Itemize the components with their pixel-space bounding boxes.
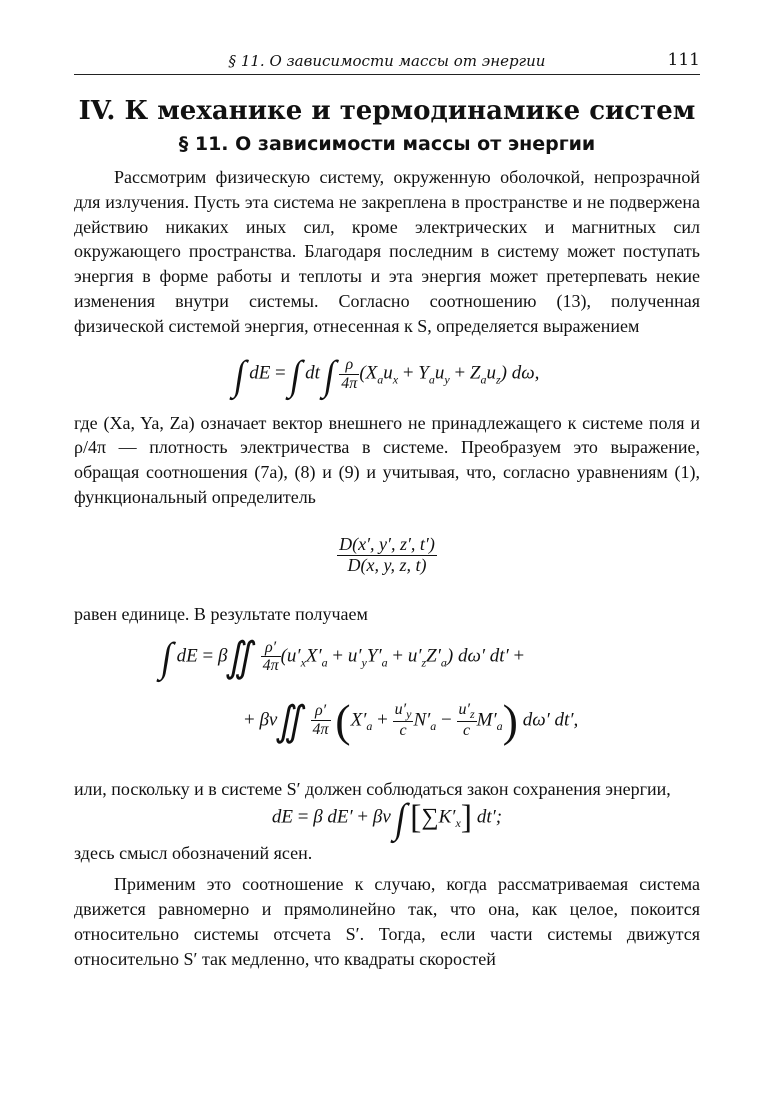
equation-4-text: dE = β dE′ + βv ∫ $[\sum K'_x]$ dt′; (271, 795, 503, 842)
paragraph-1: Рассмотрим физическую систему, окруженную оболочкой, непрозрачной для излучения. Пусть эта система не закреплена в пространстве и не подвержена действию никаких иных сил, кроме электрических и магнитных сил окружающего пространства. Благодаря последним в систему может поступать энергия в форме работы и теплоты и эта энергия может претерпевать некие изменения внутри системы. Согласно соотношению (13), полученная физической системой энергия, отнесенная к S, определяется выражением (74, 167, 700, 336)
equation-3-line-2: + βv∬ $\frac{\rho'}{4\pi}$ ($X'_a$ + $\frac{u'_y}{c}$ $N'_a$ − $\frac{u'_z}{c}$ $M'_a$) dω′ dt′, (244, 694, 579, 746)
paragraph-2: где (Xa, Ya, Za) означает вектор внешнего не принадлежащего к системе поля и ρ/4π — плотность электричества в системе. Преобразуем это выражение, обращая соотношения (7a), (8) и (9) и учитывая, что, согласно уравнениям (1), функциональный определитель (74, 412, 700, 507)
jacobian-fraction: $\frac{D(x', y', z', t')}{D(x, y, z, t)}$ (339, 534, 435, 576)
part-title: IV. К механике и термодинамике систем (78, 96, 696, 126)
paragraph-4: или, поскольку и в системе S′ должен соблюдаться закон сохранения энергии, (74, 778, 671, 799)
equation-3-line-1: ∫ dE = β∬ $\frac{\rho'}{4\pi}$ $(u'_xX'_a + u'_yY'_a + u'_zZ'_a)$ dω′ dt′ + (158, 633, 525, 680)
running-head (74, 52, 700, 75)
paragraph-3: равен единице. В результате получаем (74, 603, 368, 624)
section-title: § 11. О зависимости массы от энергии (178, 133, 596, 155)
equation-1 (74, 339, 700, 411)
paragraph-5: здесь смысл обозначений ясен. (74, 843, 313, 864)
equation-2 (74, 510, 700, 602)
paragraph-6: Применим это соотношение к случаю, когда рассматриваемая система движется равномерно и прямолинейно так, что она, как целое, покоится относительно системы отсчета S′. Тогда, если части системы движутся относительно S′ так медленно, что квадраты скоростей (74, 874, 700, 969)
running-head-title: § 11. О зависимости массы от энергии (228, 52, 546, 70)
page (74, 52, 700, 971)
equation-3 (74, 627, 700, 777)
equation-4 (74, 795, 700, 841)
equation-1-text: ∫ dE = ∫ dt ∫ $\frac{\rho}{4\pi}$ $(X_au_x + Y_au_y + Z_au_z)$ dω, (231, 351, 540, 398)
page-number: 111 (667, 50, 700, 70)
